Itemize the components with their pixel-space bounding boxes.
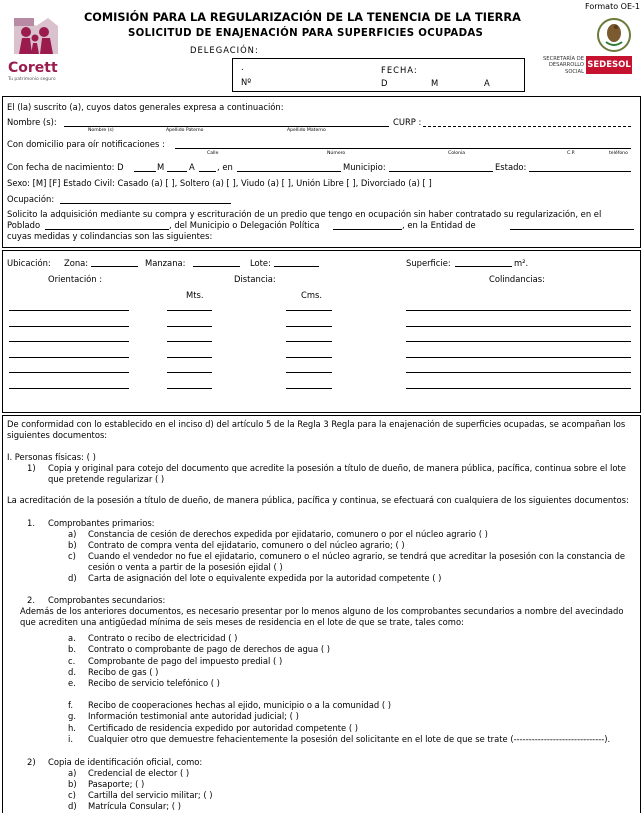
list-item[interactable]: Recibo de cooperaciones hechas al ejido, municipio o a la comunidad ( ) xyxy=(88,700,392,710)
measurement-field[interactable] xyxy=(406,341,631,342)
personal-data-box xyxy=(2,96,641,248)
corett-logo xyxy=(10,14,62,56)
fecha-label: FECHA: xyxy=(381,65,418,75)
list-item-letter: f. xyxy=(68,700,74,710)
sedesol-badge: SEDESOL xyxy=(586,56,632,74)
list-item-letter: b) xyxy=(68,540,77,550)
list-item[interactable]: Cualquier otro que demuestre fehacientemente la posesión del solicitante en el lote de que se trate (------------------------------). xyxy=(88,733,611,744)
sub-calle: Calle xyxy=(207,151,219,156)
nac-mes-field[interactable] xyxy=(167,171,187,172)
list-item-letter: a. xyxy=(68,633,76,643)
measurement-field[interactable] xyxy=(167,326,212,327)
superficie-label: Superficie: xyxy=(406,258,451,268)
domicilio-label: Con domicilio para oír notificaciones : xyxy=(7,139,165,149)
secundarios-intro: Además de los anteriores documentos, es necesario presentar por lo menos alguno de los comprobantes secundarios a nombre del avecindado que acrediten una antigüedad mínima de seis meses de residencia en el lote de que se trate, tales como: xyxy=(20,606,624,627)
list-item-letter: c) xyxy=(68,551,76,561)
lote-label: Lote: xyxy=(250,258,271,268)
dot: . xyxy=(241,62,244,72)
secretaria-line-1: SECRETARÍA DE xyxy=(543,56,584,62)
municipio-field[interactable] xyxy=(333,229,402,230)
zona-label: Zona: xyxy=(64,258,89,268)
nac-estado-field[interactable] xyxy=(529,171,631,172)
domicilio-field[interactable] xyxy=(175,148,631,149)
list-item[interactable]: Cuando el vendedor no fue el ejidatario, comunero o el núcleo agrario, se tendrá que acreditar la posesión con la constancia de cesión o venta a partir de la posesión ejidal ( ) xyxy=(88,551,626,572)
mexico-coat-of-arms xyxy=(594,16,634,54)
curp-label: CURP : xyxy=(393,117,422,127)
sub-cp: C.P. xyxy=(567,151,576,156)
list-item[interactable]: Contrato de compra venta del ejidatario, comunero o del núcleo agrario; ( ) xyxy=(88,540,405,550)
measurement-field[interactable] xyxy=(167,357,212,358)
sub-telefono: teléfono xyxy=(609,151,628,156)
corett-name: Corett xyxy=(8,60,58,76)
measurement-field[interactable] xyxy=(167,388,212,389)
ubicacion-label: Ubicación: xyxy=(7,258,51,268)
personas-fisicas[interactable]: I. Personas físicas: ( ) xyxy=(7,452,96,462)
superficie-field[interactable] xyxy=(455,266,512,267)
solicita-entidad: , en la Entidad de xyxy=(402,220,476,230)
nombre-label: Nombre (s): xyxy=(7,117,57,127)
primarios-num: 1. xyxy=(27,518,35,528)
nac-municipio-label: Municipio: xyxy=(343,162,386,172)
secretaria-line-2: DESARROLLO xyxy=(548,62,584,69)
nac-municipio-field[interactable] xyxy=(389,171,493,172)
nac-m-label: M xyxy=(157,162,165,172)
list-item[interactable]: Certificado de residencia expedido por autoridad competente ( ) xyxy=(88,722,359,733)
measurement-field[interactable] xyxy=(406,357,631,358)
secundarios-num: 2. xyxy=(27,595,35,605)
measurement-field[interactable] xyxy=(286,326,332,327)
measurement-field[interactable] xyxy=(406,372,631,373)
measurement-field[interactable] xyxy=(9,326,129,327)
list-item[interactable]: Recibo de servicio telefónico ( ) xyxy=(88,678,220,689)
cms-header: Cms. xyxy=(301,290,323,300)
entidad-field[interactable] xyxy=(510,229,634,230)
secretaria-line-3: SOCIAL xyxy=(565,68,584,75)
identificacion-title: Copia de identificación oficial, como: xyxy=(48,757,203,767)
list-item[interactable]: Cartilla del servicio militar; ( ) xyxy=(88,790,213,800)
list-item[interactable]: Credencial de elector ( ) xyxy=(88,768,190,778)
measurement-field[interactable] xyxy=(286,357,332,358)
folio-box xyxy=(232,58,525,92)
measurement-field[interactable] xyxy=(167,341,212,342)
list-item[interactable]: Pasaporte; ( ) xyxy=(88,779,145,789)
fecha-d: D xyxy=(381,78,388,88)
intro-text: El (la) suscrito (a), cuyos datos generales expresa a continuación: xyxy=(7,102,284,112)
nac-en-label: , en xyxy=(217,162,233,172)
no-label: Nº xyxy=(241,77,252,87)
secundarios-title: Comprobantes secundarios: xyxy=(48,595,166,605)
nac-lugar-field[interactable] xyxy=(237,171,341,172)
poblado-field[interactable] xyxy=(45,229,169,230)
list-item-letter: c) xyxy=(68,790,76,800)
p1-num: 1) xyxy=(27,463,36,473)
list-item[interactable]: Contrato o comprobante de pago de derechos de agua ( ) xyxy=(88,644,331,655)
sub-nombre: Nombre (s) xyxy=(88,128,114,133)
list-item-letter: a) xyxy=(68,529,77,539)
curp-field[interactable] xyxy=(423,126,631,127)
lote-field[interactable] xyxy=(274,266,319,267)
colindancias-header: Colindancias: xyxy=(489,274,545,284)
list-item[interactable]: Constancia de cesión de derechos expedida por ejidatario, comunero o por el núcleo agrario ( ) xyxy=(88,529,488,539)
nac-a-label: A xyxy=(189,162,195,172)
form-code: Formato OE-1 xyxy=(585,2,640,11)
list-item-letter: d. xyxy=(68,666,76,677)
mts-header: Mts. xyxy=(186,290,204,300)
solicita-municipio: , del Municipio o Delegación Política xyxy=(169,220,320,230)
subtitle: SOLICITUD DE ENAJENACIÓN PARA SUPERFICIES OCUPADAS xyxy=(128,28,484,39)
measurement-field[interactable] xyxy=(286,341,332,342)
list-item-letter: a) xyxy=(68,768,77,778)
list-item-letter: e. xyxy=(68,678,76,689)
p1-text: Copia y original para cotejo del documento que acredite la posesión a título de dueño, de manera pública, pacífica, continua sobre el lote que pretende regularizar ( ) xyxy=(48,463,626,484)
identificacion-num: 2) xyxy=(27,757,36,767)
solicita-line-1: Solicito la adquisición mediante su compra y escrituración de un predio que tengo en ocupación sin haber contratado su regularización, en el xyxy=(7,209,602,219)
measurement-field[interactable] xyxy=(9,372,129,373)
docs-intro: De conformidad con lo establecido en el inciso d) del artículo 5 de la Regla 3 Regla para la enajenación de superficies ocupadas, se acompañan los siguientes documentos: xyxy=(7,419,626,440)
ocupacion-label: Ocupación: xyxy=(7,194,55,204)
acreditacion-text: La acreditación de la posesión a título de dueño, de manera pública, pacífica y continua, se efectuará con cualquiera de los siguientes documentos: xyxy=(7,495,629,505)
list-item-letter: h. xyxy=(68,722,76,733)
measurement-field[interactable] xyxy=(406,310,631,311)
distancia-header: Distancia: xyxy=(234,274,276,284)
sub-numero: Número xyxy=(327,151,346,156)
sub-colonia: Colonia xyxy=(448,151,466,156)
nac-dia-field[interactable] xyxy=(134,171,156,172)
orientacion-header: Orientación : xyxy=(48,274,103,284)
measurement-field[interactable] xyxy=(286,310,332,311)
measurement-field[interactable] xyxy=(9,357,129,358)
nac-anio-field[interactable] xyxy=(199,171,216,172)
measurement-field[interactable] xyxy=(9,341,129,342)
measurement-field[interactable] xyxy=(286,388,332,389)
list-item-letter: c. xyxy=(68,655,76,666)
sub-apellido-materno: Apellido Materno xyxy=(287,128,326,133)
measurement-field[interactable] xyxy=(406,388,631,389)
ocupacion-field[interactable] xyxy=(60,203,231,204)
zona-field[interactable] xyxy=(91,266,138,267)
measurement-field[interactable] xyxy=(286,372,332,373)
list-item[interactable]: Información testimonial ante autoridad judicial; ( ) xyxy=(88,711,299,722)
list-item[interactable]: Matrícula Consular; ( ) xyxy=(88,801,181,811)
m2-label: m². xyxy=(514,258,529,268)
list-item[interactable]: Contrato o recibo de electricidad ( ) xyxy=(88,633,238,643)
measurement-field[interactable] xyxy=(167,310,212,311)
measurement-field[interactable] xyxy=(167,372,212,373)
sexo-estado-civil[interactable]: Sexo: [M] [F] Estado Civil: Casado (a) [ ], Soltero (a) [ ], Viudo (a) [ ], Unión Libre [ ], Divorciado (a) [ ] xyxy=(7,178,432,188)
fecha-a: A xyxy=(484,78,490,88)
corett-tagline: Tu patrimonio seguro xyxy=(8,77,56,82)
list-item-letter: i. xyxy=(68,733,73,744)
secretaria-text xyxy=(538,56,584,75)
list-item[interactable]: Recibo de gas ( ) xyxy=(88,666,159,677)
delegacion-label: DELEGACIÓN: xyxy=(190,45,259,55)
primarios-title: Comprobantes primarios: xyxy=(48,518,155,528)
solicita-poblado: Poblado xyxy=(7,220,41,230)
manzana-label: Manzana: xyxy=(145,258,186,268)
nac-estado-label: Estado: xyxy=(495,162,527,172)
measurement-field[interactable] xyxy=(9,310,129,311)
list-item-letter: g. xyxy=(68,711,76,722)
solicita-line-3: cuyas medidas y colindancias son las siguientes: xyxy=(7,231,213,241)
main-title: COMISIÓN PARA LA REGULARIZACIÓN DE LA TENENCIA DE LA TIERRA xyxy=(84,11,521,24)
manzana-field[interactable] xyxy=(193,266,240,267)
list-item-letter: d) xyxy=(68,573,77,583)
corett-emblem-icon xyxy=(10,14,62,58)
list-item-letter: b. xyxy=(68,644,76,655)
nacimiento-label: Con fecha de nacimiento: D xyxy=(7,162,124,172)
measurement-field[interactable] xyxy=(9,388,129,389)
measurement-field[interactable] xyxy=(406,326,631,327)
list-item-letter: d) xyxy=(68,801,77,811)
fecha-m: M xyxy=(431,78,439,88)
list-item[interactable]: Comprobante de pago del impuesto predial ( ) xyxy=(88,655,283,666)
sub-apellido-paterno: Apellido Paterno xyxy=(166,128,204,133)
nombre-field[interactable] xyxy=(64,126,389,127)
eagle-emblem-icon xyxy=(594,16,634,54)
list-item[interactable]: Carta de asignación del lote o equivalente expedida por la autoridad competente ( ) xyxy=(88,573,442,583)
list-item-letter: b) xyxy=(68,779,77,789)
